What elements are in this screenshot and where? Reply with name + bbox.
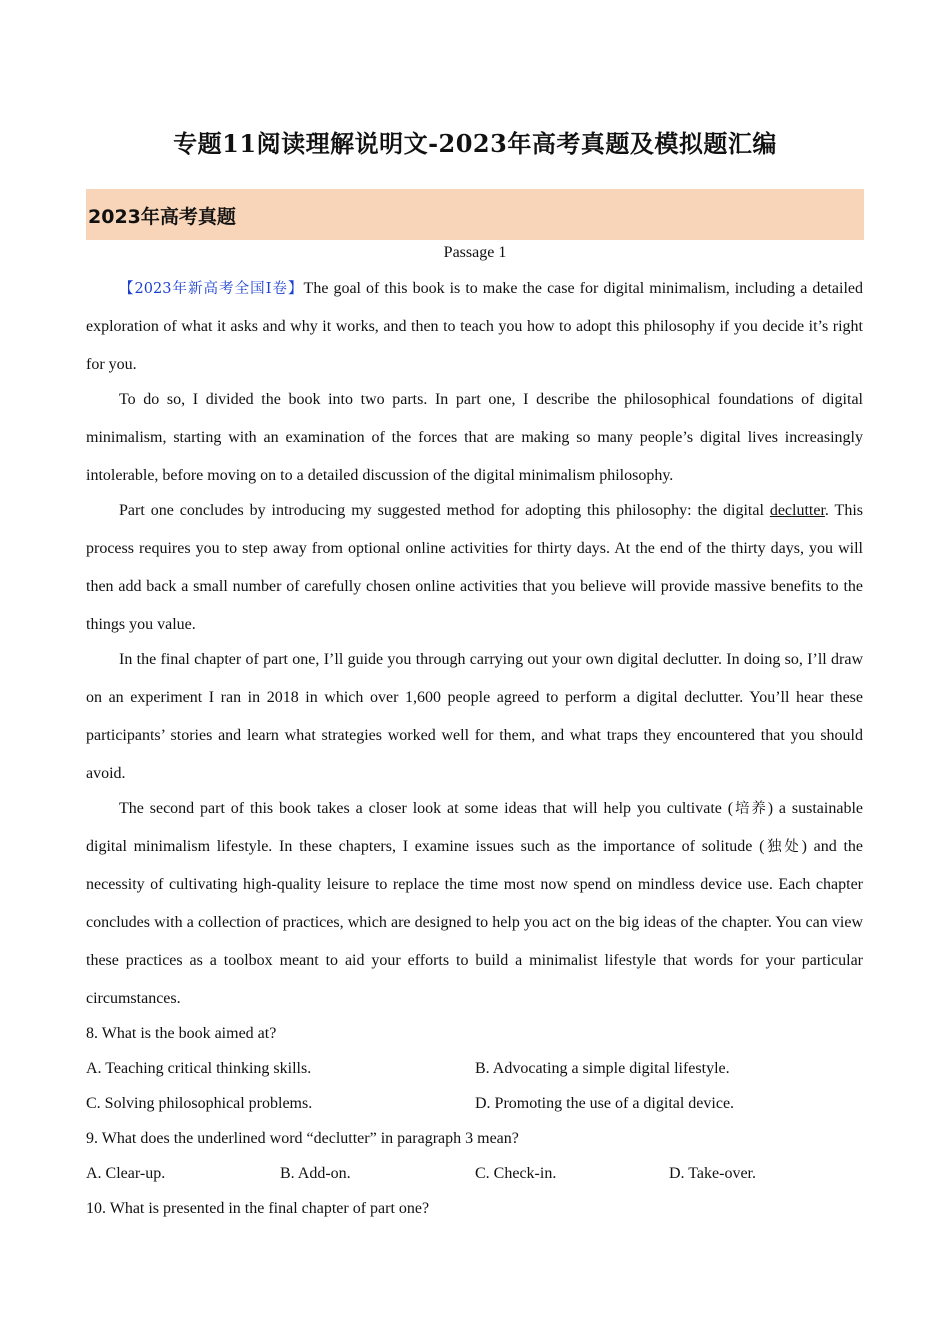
question-10: 10. What is presented in the final chapter of part one? — [86, 1200, 430, 1217]
question-9-option-c: C. Check-in. — [475, 1165, 557, 1182]
question-9-option-a: A. Clear-up. — [86, 1165, 166, 1182]
question-8: 8. What is the book aimed at? — [86, 1025, 277, 1042]
source-tag: 【2023年新高考全国Ⅰ卷】 — [119, 281, 304, 297]
passage-body — [86, 270, 863, 1015]
underlined-word: declutter — [769, 502, 825, 519]
paragraph-4: In the final chapter of part one, I’ll guide you through carrying out your own digital declutter. In doing so, I’ll draw on an experiment I ran in 2018 in which over 1,600 people agreed to perform a digital declutter. You’ll hear these participants’ stories and learn what strategies worked well for them, and what traps they encountered that you should avoid. — [86, 651, 863, 782]
question-8-option-d: D. Promoting the use of a digital device. — [475, 1095, 735, 1112]
paragraph-5: The second part of this book takes a closer look at some ideas that will help you cultivate (培养) a sustainable digital minimalism lifestyle. In these chapters, I examine issues such as the importance of solitude (独处) and the necessity of cultivating high-quality leisure to replace the time most now spend on mindless device use. Each chapter concludes with a collection of practices, which are designed to help you act on the big ideas of the chapter. You can view these practices as a toolbox meant to aid your efforts to build a minimalist lifestyle that words for your particular circumstances. — [86, 800, 864, 1007]
question-9: 9. What does the underlined word “declutter” in paragraph 3 mean? — [86, 1130, 519, 1147]
passage-label: Passage 1 — [443, 244, 507, 261]
question-9-option-d: D. Take-over. — [669, 1165, 756, 1182]
paragraph-1: 【2023年新高考全国Ⅰ卷】The goal of this book is to make the case for digital minimalism, including a detailed exploration of what it asks and why it works, and then to teach you how to adopt this philosophy if you decide it’s right for you. — [86, 280, 863, 373]
section-title: 2023年高考真题 — [88, 206, 236, 228]
section-header-bar — [86, 189, 864, 240]
document-title: 专题11阅读理解说明文-2023年高考真题及模拟题汇编 — [173, 129, 777, 158]
paragraph-2: To do so, I divided the book into two parts. In part one, I describe the philosophical foundations of digital minimalism, starting with an examination of the forces that are making so many people’s digital lives increasingly intolerable, before moving on to a detailed discussion of the digital minimalism philosophy. — [86, 391, 863, 484]
question-8-option-b: B. Advocating a simple digital lifestyle. — [475, 1060, 730, 1077]
paragraph-3: Part one concludes by introducing my suggested method for adopting this philosophy: the digital declutter. This process requires you to step away from optional online activities for thirty days. At the end of the thirty days, you will then add back a small number of carefully chosen online activities that you believe will provide massive benefits to the things you value. — [86, 502, 863, 633]
question-9-option-b: B. Add-on. — [280, 1165, 351, 1182]
question-8-option-c: C. Solving philosophical problems. — [86, 1095, 313, 1112]
question-8-option-a: A. Teaching critical thinking skills. — [86, 1060, 312, 1077]
